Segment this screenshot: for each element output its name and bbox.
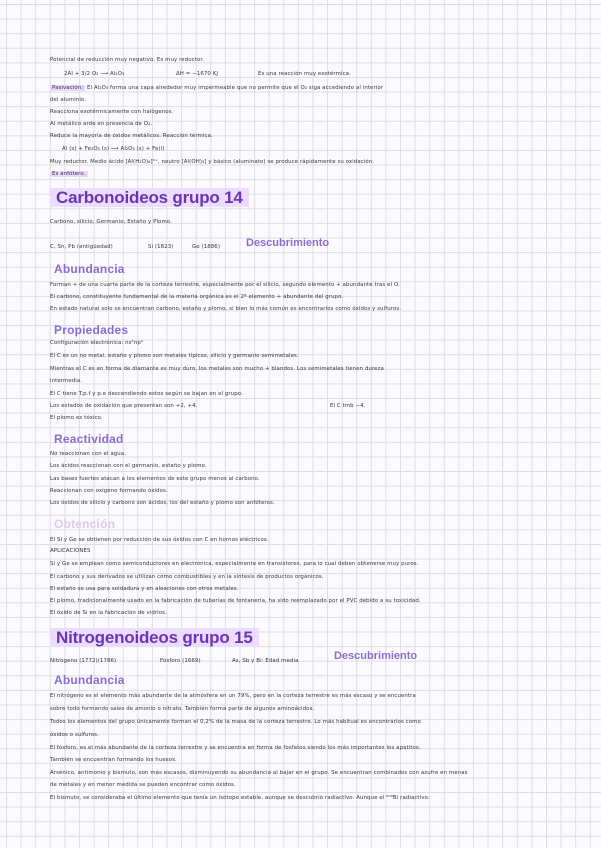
intro-line: Al metálico arde en presencia de O₂. bbox=[50, 121, 153, 127]
pasivacion-text: El Al₂O₃ forma una capa alrededor muy impermeable que no permite que el O₂ siga accediendo al interior bbox=[87, 85, 384, 91]
text-line: También se encuentran formando los huesos. bbox=[50, 757, 177, 763]
text-line: Forman + de una cuarta parte de la corteza terrestre, especialmente por el silicio, segundo elemento + abundante tras el O. bbox=[50, 282, 400, 288]
text-line: En estado natural solo se encuentran carbono, estaño y plomo, si bien lo más común es encontrarlos como óxidos y sulfuros. bbox=[50, 306, 402, 312]
text-line: El fósforo, es el más abundante de la corteza terrestre y se encuentra en forma de fosfatos siendo los más importantes los apatitos. bbox=[50, 745, 421, 751]
enthalpy-value: ΔH = −1670 KJ bbox=[176, 71, 219, 77]
discovery-date: Nitrógeno (1772)(1786) bbox=[50, 658, 117, 664]
section-heading-reactividad: Reactividad bbox=[54, 432, 124, 446]
text-line: Todos los elementos del grupo únicamente forman el 0,2% de la masa de la corteza terrestre. Lo más habitual es encontrarlos como bbox=[50, 719, 421, 725]
text-line: óxidos o sulfuros. bbox=[50, 732, 99, 738]
text-line: El plomo es tóxico. bbox=[50, 415, 103, 421]
text-line: Si y Ge se emplean como semiconductores en electrónica, especialmente en transistores, para lo cual deben obtenerse muy puros. bbox=[50, 561, 419, 567]
text-line: El Si y Ge se obtienen por reducción de sus óxidos con C en hornos eléctricos. bbox=[50, 537, 269, 543]
anfotero-text: Es anfótero. bbox=[52, 171, 86, 177]
text-line: El carbono, constituyente fundamental de la materia orgánica es el 2º elemento + abundante del grupo. bbox=[50, 294, 344, 300]
discovery-date: Si (1823) bbox=[148, 244, 174, 250]
section-heading-propiedades: Propiedades bbox=[54, 323, 129, 337]
group14-title bbox=[50, 188, 249, 208]
intro-line: Potencial de reducción muy negativo. Es muy reductor. bbox=[50, 57, 205, 63]
text-line: Las bases fuertes atacan a los elementos de este grupo menos al carbono. bbox=[50, 476, 260, 482]
intro-line: del aluminio. bbox=[50, 97, 87, 103]
anfotero-note bbox=[50, 170, 88, 178]
aplicaciones-label: APLICACIONES bbox=[50, 548, 91, 554]
discovery-heading: Descubrimiento bbox=[246, 237, 330, 249]
discovery-date: C, Sn, Pb (antigüedad) bbox=[50, 244, 113, 250]
section-heading-obtencion: Obtención bbox=[54, 517, 116, 531]
section-heading-abundancia: Abundancia bbox=[54, 262, 125, 276]
discovery-heading: Descubrimiento bbox=[334, 650, 418, 662]
text-line: Arsénico, antimonio y bismuto, son más escasos, disminuyendo su abundancia al bajar en el grupo. Se encuentran combinados con azufre en menas bbox=[50, 770, 468, 776]
text-line: El estaño se usa para soldadura y en aleaciones con otros metales. bbox=[50, 586, 239, 592]
group15-title bbox=[50, 628, 259, 648]
text-line: intermedia. bbox=[50, 378, 83, 384]
pasivacion-label: Pasivación: bbox=[52, 85, 84, 91]
group14-members: Carbono, silicio, Germanio, Estaño y Plomo. bbox=[50, 219, 172, 225]
intro-line bbox=[50, 84, 383, 92]
text-line: El plomo, tradicionalmente usado en la fabricación de tuberías de fontanería, ha sido reemplazado por el PVC debido a su toxicidad. bbox=[50, 598, 421, 604]
text-line: El nitrógeno es el elemento más abundante de la atmósfera en un 79%, pero en la corteza terrestre es más escaso y se encuentra bbox=[50, 693, 416, 699]
text-line: Los óxidos de silicio y carbono son ácidos, los del estaño y plomo son anfóteros. bbox=[50, 500, 275, 506]
intro-line: Es una reacción muy exotérmica. bbox=[258, 71, 351, 77]
equation-thermite: Al (s) + Fe₂O₃ (s) ⟶ Al₂O₃ (s) + Fe(l) bbox=[62, 146, 165, 152]
discovery-date: Ge (1886) bbox=[192, 244, 221, 250]
section-heading-abundancia: Abundancia bbox=[54, 673, 125, 687]
text-line: Los ácidos reaccionan con el germanio, estaño y plomo. bbox=[50, 463, 207, 469]
equation-al-o2: 2Al + 3/2 O₂ ⟶ Al₂O₃ bbox=[64, 71, 125, 77]
text-line: Reaccionan con oxígeno formando óxidos. bbox=[50, 488, 168, 494]
text-line: No reaccionan con el agua. bbox=[50, 451, 127, 457]
text-line: Los estados de oxidación que presentan son +2, +4. bbox=[50, 403, 198, 409]
text-line: El bismuto, se consideraba el último elemento que tenía un isótopo estable, aunque se descubrió radiactivo. Aunque el ²⁰⁹Bi radiactivo. bbox=[50, 795, 430, 801]
text-line: El C tmb −4. bbox=[330, 403, 366, 409]
intro-line: Reacciona exotérmicamente con halógenos. bbox=[50, 109, 174, 115]
text-line: Configuración electrónica: ns²np² bbox=[50, 340, 144, 346]
intro-line: Reduce la mayoría de óxidos metálicos. Reacción térmica. bbox=[50, 133, 213, 139]
group14-title-text: Carbonoideos grupo 14 bbox=[50, 188, 249, 207]
intro-line: Muy reductor. Medio ácido [Al(H₂O)₆]³⁺, neutro [Al(OH)₃] y básico (aluminato) se produce rápidamente su oxidación. bbox=[50, 159, 375, 165]
text-line: El C tiene T.p.f y p.e descendiendo estos según se bajan en el grupo. bbox=[50, 391, 243, 397]
text-line: El óxido de Si en la fabricación de vidrios. bbox=[50, 610, 167, 616]
text-line: de metales y en menor medida se pueden encontrar como óxidos. bbox=[50, 782, 236, 788]
text-line: Mientras el C es en forma de diamante es muy duro, los metales son mucho + blandos. Los semimetales tienen dureza bbox=[50, 366, 384, 372]
text-line: El C es un no metal, estaño y plomo son metales típicos, silicio y germanio semimetales. bbox=[50, 353, 299, 359]
discovery-date: Fósforo (1669) bbox=[160, 658, 201, 664]
text-line: sobre todo formando sales de amonio o nitrato. También forma parte de algunos aminoácidos. bbox=[50, 706, 315, 712]
text-line: El carbono y sus derivados se utilizan como combustibles y en la síntesis de productos orgánicos. bbox=[50, 574, 324, 580]
discovery-date: As, Sb y Bi: Edad media bbox=[232, 658, 299, 664]
group15-title-text: Nitrogenoideos grupo 15 bbox=[50, 628, 259, 647]
